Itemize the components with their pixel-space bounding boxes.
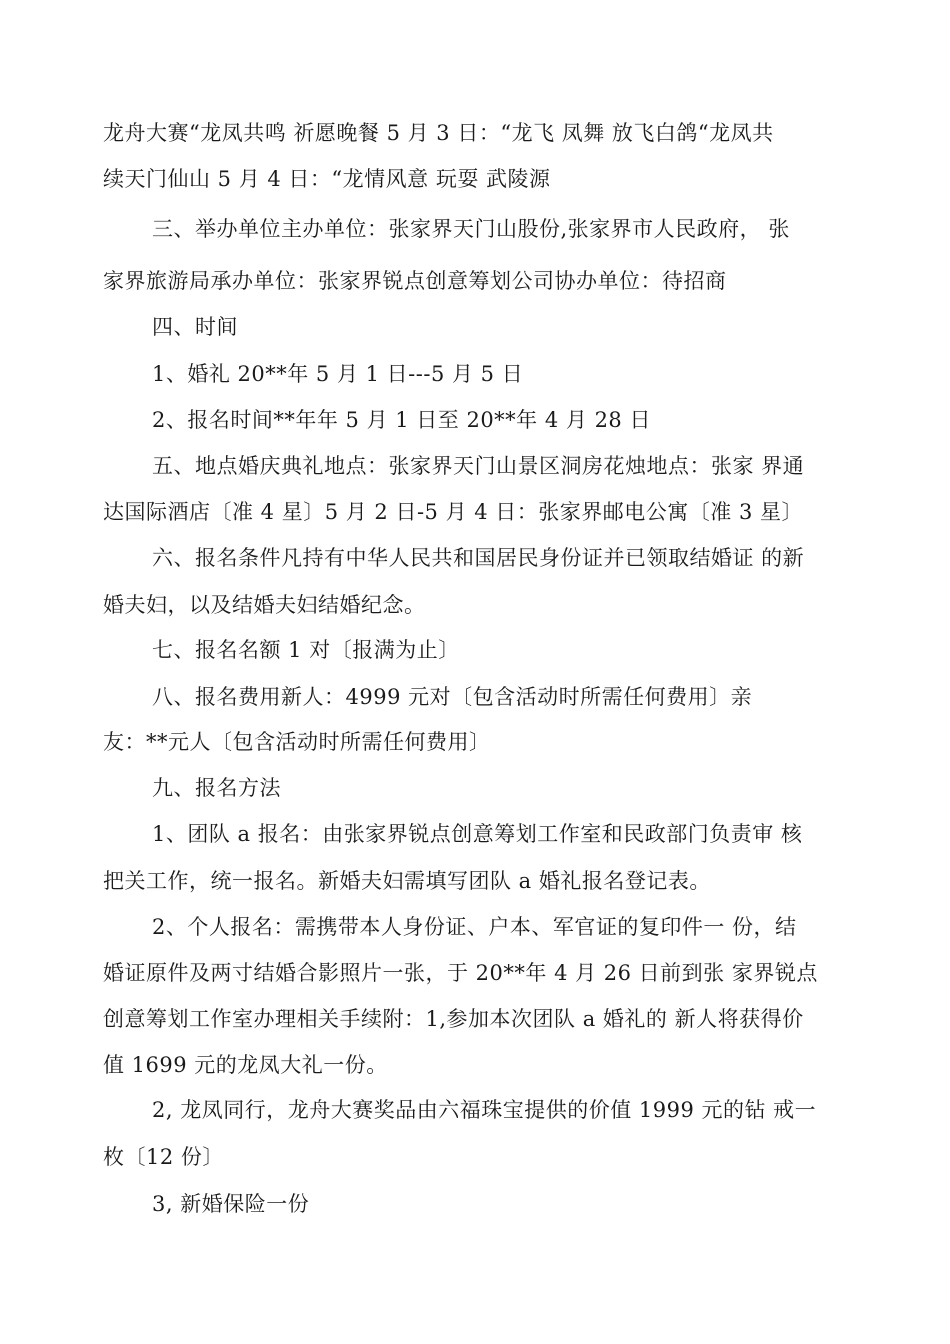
section-8-fees: 八、报名费用新人：4999 元对〔包含活动时所需任何费用〕亲 (152, 685, 753, 709)
text-line-2: 续天门仙山 5 月 4 日：“龙情风意 玩耍 武陵源 (103, 167, 551, 191)
section-3-organizers: 三、举办单位主办单位：张家界天门山股份,张家界市人民政府， 张 (152, 217, 790, 241)
gift-item-2: 2, 龙凤同行，龙舟大赛奖品由六福珠宝提供的价值 1999 元的钻 戒一 (152, 1098, 817, 1122)
gift-item-3: 3, 新婚保险一份 (152, 1192, 310, 1216)
text-line-23: 枚〔12 份〕 (103, 1145, 224, 1169)
section-5-location: 五、地点婚庆典礼地点：张家界天门山景区洞房花烛地点：张家 界通 (152, 454, 805, 478)
text-line-14: 友：**元人〔包含活动时所需任何费用〕 (103, 730, 491, 754)
section-9-heading: 九、报名方法 (152, 776, 281, 800)
time-item-2: 2、报名时间**年年 5 月 1 日至 20**年 4 月 28 日 (152, 408, 651, 432)
method-item-1: 1、团队 a 报名：由张家界锐点创意筹划工作室和民政部门负责审 核 (152, 822, 803, 846)
section-4-heading: 四、时间 (152, 315, 238, 339)
text-line-20: 创意筹划工作室办理相关手续附：1,参加本次团队 a 婚礼的 新人将获得价 (103, 1007, 804, 1031)
section-7-quota: 七、报名名额 1 对〔报满为止〕 (152, 638, 460, 662)
text-line-21: 值 1699 元的龙凤大礼一份。 (103, 1053, 388, 1077)
section-6-conditions: 六、报名条件凡持有中华人民共和国居民身份证并已领取结婚证 的新 (152, 546, 805, 570)
text-line-1: 龙舟大赛“龙凤共鸣 祈愿晚餐 5 月 3 日：“龙飞 凤舞 放飞白鸽“龙凤共 (103, 121, 774, 145)
text-line-9: 达国际酒店〔准 4 星〕5 月 2 日-5 月 4 日：张家界邮电公寓〔准 3 星〕 (103, 500, 804, 524)
text-line-17: 把关工作，统一报名。新婚夫妇需填写团队 a 婚礼报名登记表。 (103, 869, 711, 893)
text-line-11: 婚夫妇，以及结婚夫妇结婚纪念。 (103, 593, 426, 617)
time-item-1: 1、婚礼 20**年 5 月 1 日---5 月 5 日 (152, 362, 524, 386)
text-line-4: 家界旅游局承办单位：张家界锐点创意筹划公司协办单位：待招商 (103, 269, 727, 293)
method-item-2: 2、个人报名：需携带本人身份证、户本、军官证的复印件一 份，结 (152, 915, 797, 939)
text-line-19: 婚证原件及两寸结婚合影照片一张，于 20**年 4 月 26 日前到张 家界锐点 (103, 961, 818, 985)
